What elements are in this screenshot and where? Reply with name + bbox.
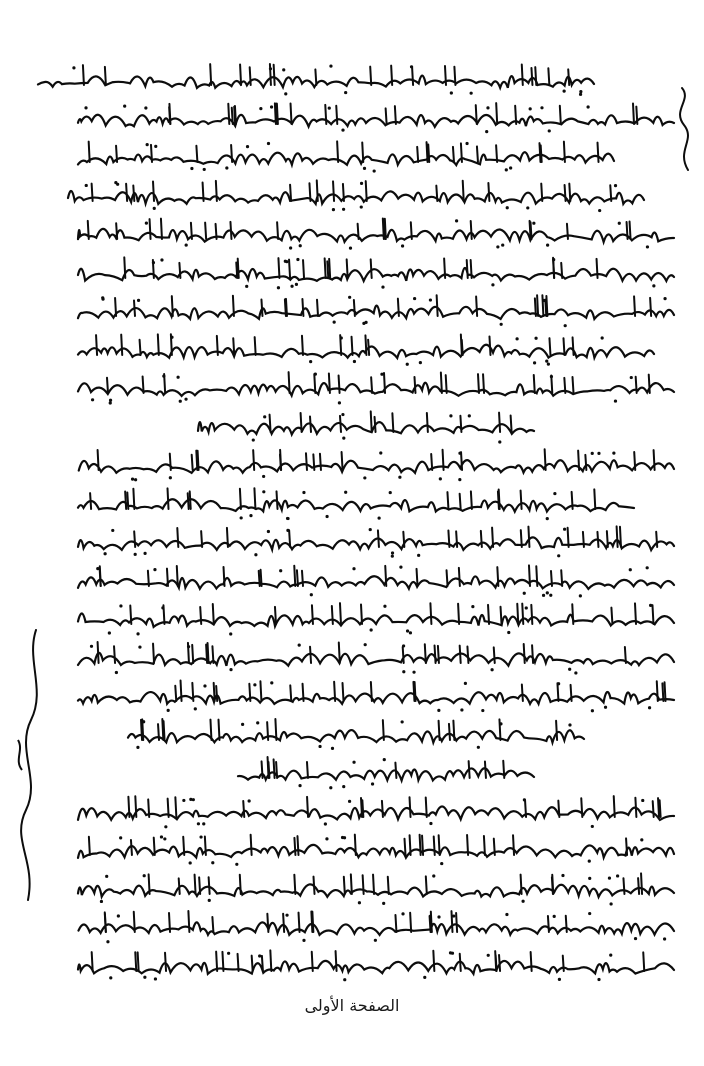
- manuscript-line: [76, 944, 676, 984]
- manuscript-line: [76, 520, 676, 560]
- manuscript-line: [76, 905, 676, 945]
- manuscript-line: [76, 366, 676, 406]
- manuscript-line: [76, 289, 676, 329]
- manuscript-line: [76, 251, 676, 291]
- manuscript-line: [76, 328, 656, 368]
- manuscript-line: [76, 790, 676, 830]
- manuscript-line: [236, 751, 536, 791]
- manuscript-line: [126, 713, 586, 753]
- right-margin-annotation: [662, 80, 702, 180]
- page-caption: الصفحة الأولى: [304, 996, 400, 1015]
- manuscript-line: [76, 674, 676, 714]
- manuscript-line: [196, 405, 536, 445]
- manuscript-line: [76, 559, 676, 599]
- manuscript-text-block: [56, 58, 676, 988]
- left-margin-annotation: [6, 620, 56, 920]
- manuscript-line: [76, 597, 676, 637]
- manuscript-line: [76, 135, 616, 175]
- manuscript-line: [76, 443, 676, 483]
- manuscript-line: [76, 482, 636, 522]
- manuscript-line: [66, 174, 646, 214]
- manuscript-line: [76, 867, 676, 907]
- manuscript-line: [76, 828, 676, 868]
- manuscript-line: [76, 212, 676, 252]
- manuscript-line: [76, 97, 676, 137]
- manuscript-line: [36, 58, 596, 98]
- manuscript-line: [76, 636, 676, 676]
